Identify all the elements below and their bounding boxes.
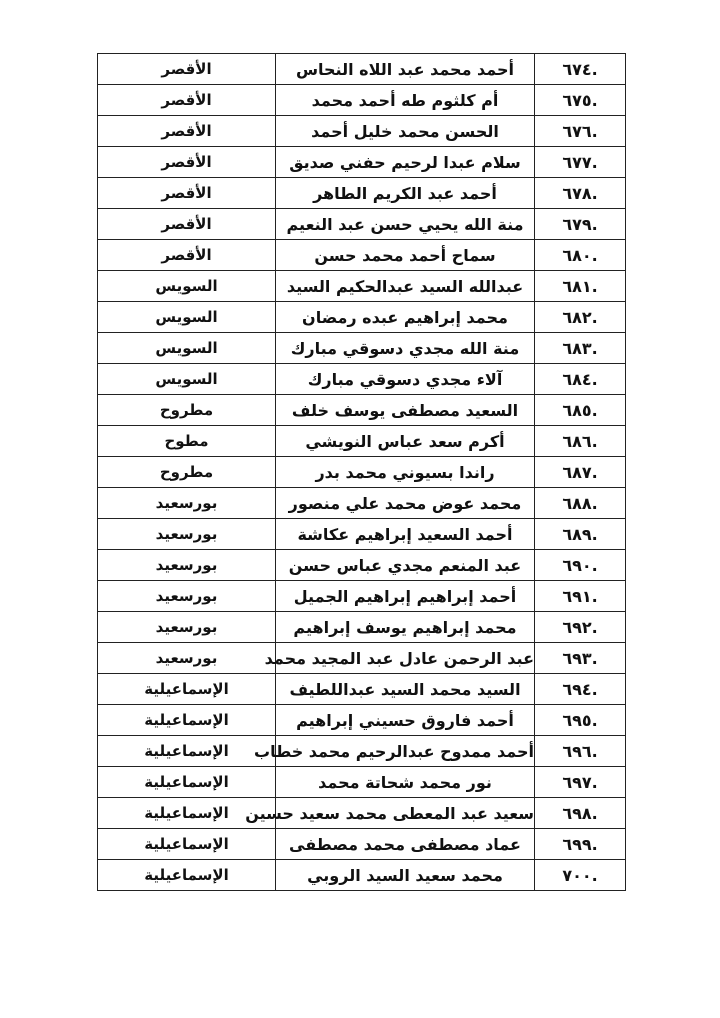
table-row (98, 674, 626, 705)
row-number-cell: .٦٨٥ (535, 395, 626, 426)
row-number-cell: .٦٨٧ (535, 457, 626, 488)
person-name-cell: منة الله مجدي دسوقي مبارك (276, 333, 535, 364)
table-row (98, 488, 626, 519)
governorate-cell: بورسعيد (98, 581, 276, 612)
names-table (97, 53, 626, 891)
table-row (98, 612, 626, 643)
person-name-cell: أكرم سعد عباس النويشي (276, 426, 535, 457)
person-name-cell: السيد محمد السيد عبداللطيف (276, 674, 535, 705)
row-number-cell: .٦٩٣ (535, 643, 626, 674)
governorate-cell: السويس (98, 333, 276, 364)
table-row (98, 364, 626, 395)
row-number-cell: .٦٨٢ (535, 302, 626, 333)
governorate-cell: الأقصر (98, 54, 276, 85)
table-row (98, 829, 626, 860)
row-number-cell: .٦٨٨ (535, 488, 626, 519)
governorate-cell: الأقصر (98, 116, 276, 147)
person-name-cell: أحمد السعيد إبراهيم عكاشة (276, 519, 535, 550)
row-number-cell: .٦٨٣ (535, 333, 626, 364)
table-row (98, 426, 626, 457)
person-name-cell: الحسن محمد خليل أحمد (276, 116, 535, 147)
row-number-cell: .٦٩١ (535, 581, 626, 612)
person-name-cell: سلام عبدا لرحيم حفني صديق (276, 147, 535, 178)
person-name-cell: آلاء مجدي دسوقي مبارك (276, 364, 535, 395)
governorate-cell: الأقصر (98, 85, 276, 116)
person-name-cell: عبدالله السيد عبدالحكيم السيد (276, 271, 535, 302)
person-name-cell: سعيد عبد المعطى محمد سعيد حسين (276, 798, 535, 829)
row-number-cell: .٧٠٠ (535, 860, 626, 891)
governorate-cell: الإسماعيلية (98, 860, 276, 891)
governorate-cell: مطروح (98, 457, 276, 488)
governorate-cell: بورسعيد (98, 519, 276, 550)
table-row (98, 178, 626, 209)
governorate-cell: السويس (98, 302, 276, 333)
table-row (98, 209, 626, 240)
governorate-cell: الإسماعيلية (98, 674, 276, 705)
person-name-cell: أحمد فاروق حسيني إبراهيم (276, 705, 535, 736)
table-row (98, 643, 626, 674)
person-name-cell: أحمد محمد عبد اللاه النحاس (276, 54, 535, 85)
table-row (98, 147, 626, 178)
governorate-cell: الإسماعيلية (98, 829, 276, 860)
governorate-cell: الإسماعيلية (98, 767, 276, 798)
table-row (98, 333, 626, 364)
person-name-cell: سماح أحمد محمد حسن (276, 240, 535, 271)
governorate-cell: السويس (98, 271, 276, 302)
person-name-cell: نور محمد شحاتة محمد (276, 767, 535, 798)
person-name-cell: محمد إبراهيم عبده رمضان (276, 302, 535, 333)
row-number-cell: .٦٩٠ (535, 550, 626, 581)
table-row (98, 116, 626, 147)
person-name-cell: أم كلثوم طه أحمد محمد (276, 85, 535, 116)
person-name-cell: أحمد عبد الكريم الطاهر (276, 178, 535, 209)
row-number-cell: .٦٩٧ (535, 767, 626, 798)
governorate-cell: بورسعيد (98, 550, 276, 581)
person-name-cell: محمد سعيد السيد الروبي (276, 860, 535, 891)
person-name-cell: عبد الرحمن عادل عبد المجيد محمد (276, 643, 535, 674)
person-name-cell: راندا بسيوني محمد بدر (276, 457, 535, 488)
governorate-cell: الإسماعيلية (98, 736, 276, 767)
person-name-cell: أحمد ممدوح عبدالرحيم محمد خطاب (276, 736, 535, 767)
governorate-cell: مطروح (98, 395, 276, 426)
row-number-cell: .٦٨٤ (535, 364, 626, 395)
governorate-cell: بورسعيد (98, 643, 276, 674)
row-number-cell: .٦٩٩ (535, 829, 626, 860)
person-name-cell: عماد مصطفى محمد مصطفى (276, 829, 535, 860)
person-name-cell: عبد المنعم مجدي عباس حسن (276, 550, 535, 581)
table-row (98, 550, 626, 581)
row-number-cell: .٦٨٦ (535, 426, 626, 457)
row-number-cell: .٦٩٥ (535, 705, 626, 736)
governorate-cell: الأقصر (98, 147, 276, 178)
governorate-cell: بورسعيد (98, 612, 276, 643)
table-row (98, 767, 626, 798)
person-name-cell: محمد إبراهيم يوسف إبراهيم (276, 612, 535, 643)
governorate-cell: الإسماعيلية (98, 705, 276, 736)
row-number-cell: .٦٩٦ (535, 736, 626, 767)
row-number-cell: .٦٧٥ (535, 85, 626, 116)
row-number-cell: .٦٩٤ (535, 674, 626, 705)
table-row (98, 85, 626, 116)
table-row (98, 54, 626, 85)
person-name-cell: منة الله يحيي حسن عبد النعيم (276, 209, 535, 240)
table-row (98, 519, 626, 550)
governorate-cell: بورسعيد (98, 488, 276, 519)
governorate-cell: الأقصر (98, 240, 276, 271)
table-row (98, 395, 626, 426)
names-table-body (98, 54, 626, 891)
governorate-cell: مطوح (98, 426, 276, 457)
table-row (98, 581, 626, 612)
row-number-cell: .٦٧٩ (535, 209, 626, 240)
table-row (98, 736, 626, 767)
table-row (98, 240, 626, 271)
governorate-cell: الإسماعيلية (98, 798, 276, 829)
row-number-cell: .٦٧٨ (535, 178, 626, 209)
table-row (98, 302, 626, 333)
governorate-cell: الأقصر (98, 209, 276, 240)
row-number-cell: .٦٩٨ (535, 798, 626, 829)
person-name-cell: أحمد إبراهيم إبراهيم الجميل (276, 581, 535, 612)
row-number-cell: .٦٨٩ (535, 519, 626, 550)
row-number-cell: .٦٧٦ (535, 116, 626, 147)
table-row (98, 271, 626, 302)
row-number-cell: .٦٧٧ (535, 147, 626, 178)
table-row (98, 860, 626, 891)
row-number-cell: .٦٧٤ (535, 54, 626, 85)
table-row (98, 705, 626, 736)
row-number-cell: .٦٩٢ (535, 612, 626, 643)
row-number-cell: .٦٨٠ (535, 240, 626, 271)
row-number-cell: .٦٨١ (535, 271, 626, 302)
governorate-cell: السويس (98, 364, 276, 395)
table-row (98, 457, 626, 488)
governorate-cell: الأقصر (98, 178, 276, 209)
person-name-cell: السعيد مصطفى يوسف خلف (276, 395, 535, 426)
table-row (98, 798, 626, 829)
person-name-cell: محمد عوض محمد علي منصور (276, 488, 535, 519)
